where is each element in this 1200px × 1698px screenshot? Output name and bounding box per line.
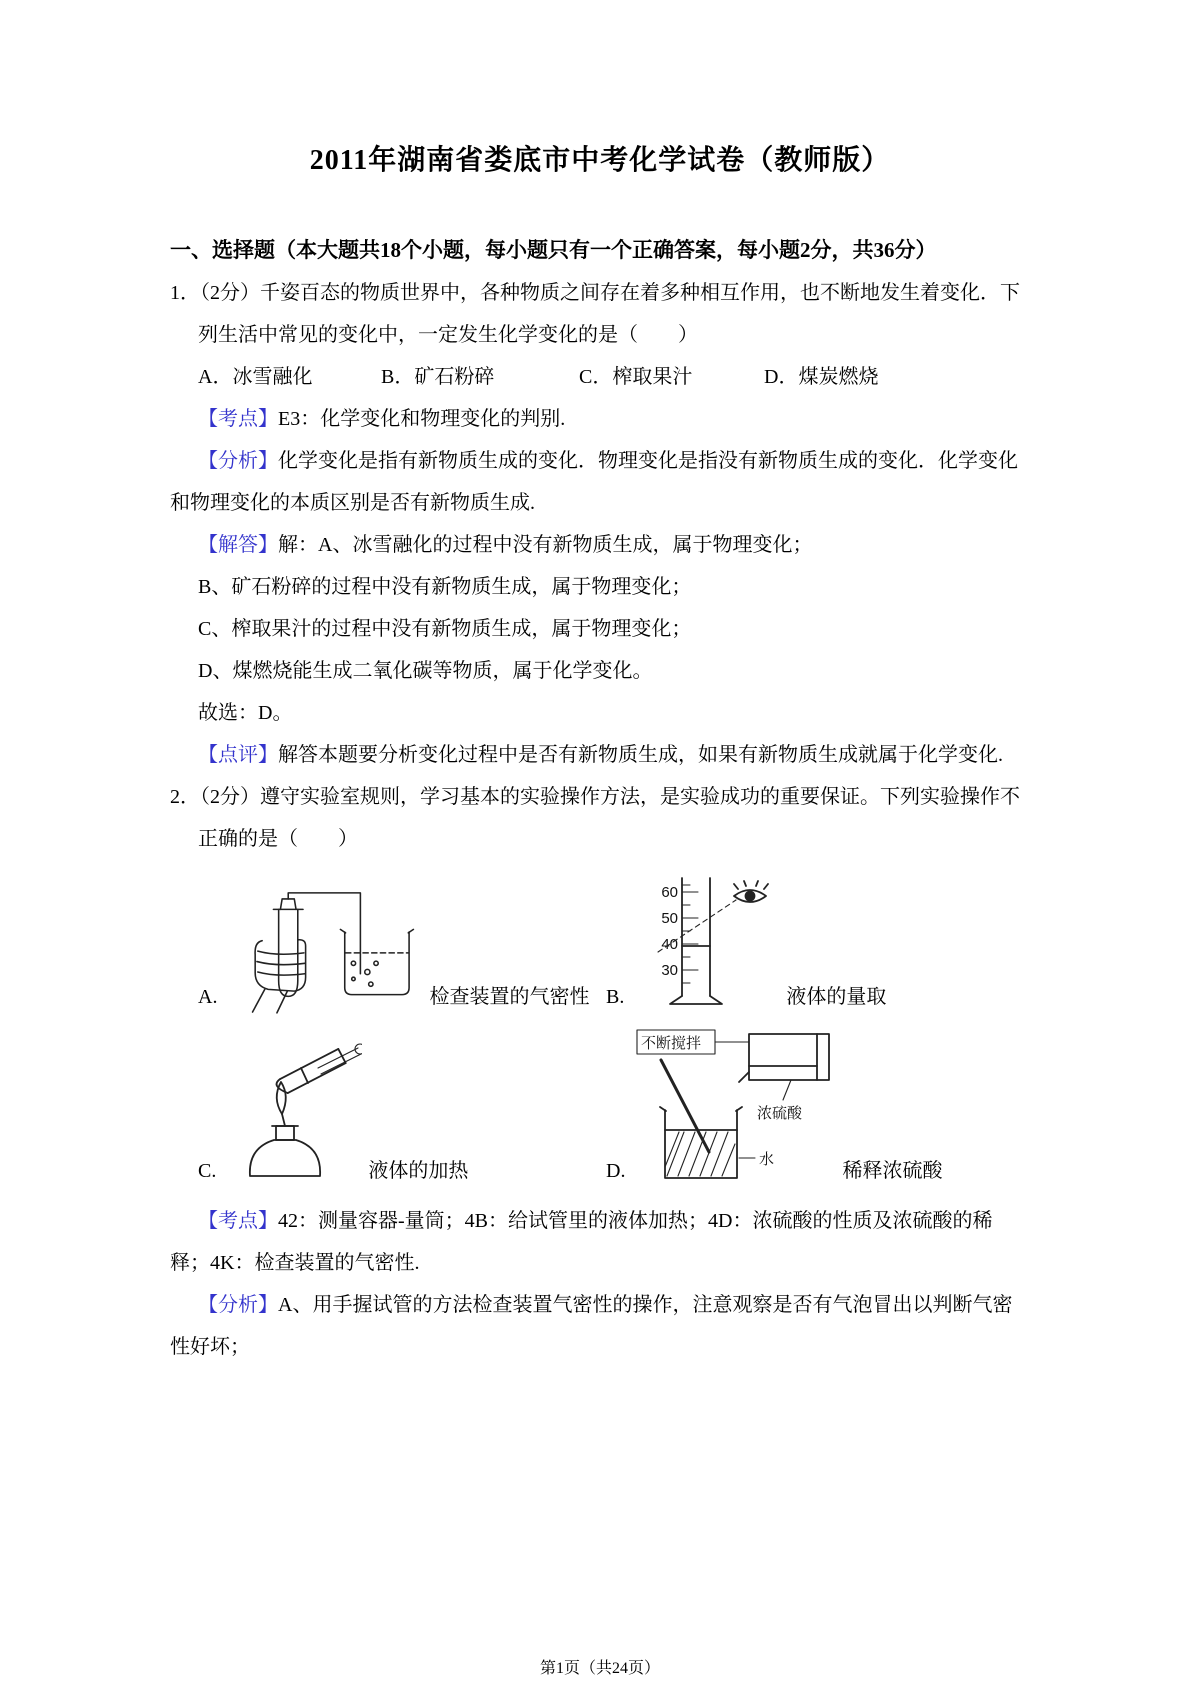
dianping-text: 解答本题要分析变化过程中是否有新物质生成，如果有新物质生成就属于化学变化. (278, 744, 1003, 766)
airtightness-check-figure (223, 890, 423, 1014)
fenxi-label: 【分析】 (198, 1294, 278, 1316)
figure-c-caption: 液体的加热 (368, 1160, 469, 1182)
option-a (198, 356, 381, 398)
q2-kaodian (170, 1200, 1030, 1284)
tick-label-60: 60 (661, 884, 679, 901)
option-c-label: C． (579, 366, 613, 388)
alcohol-lamp (250, 1114, 320, 1176)
bubble (365, 969, 370, 974)
q1-options (198, 356, 1030, 398)
q1-jieda-line-c: C、榨取果汁的过程中没有新物质生成，属于物理变化； (198, 618, 692, 640)
question-2 (170, 776, 1030, 1368)
tick-label-40: 40 (661, 936, 679, 953)
kaodian-label: 【考点】 (198, 408, 278, 430)
option-a-text: 冰雪融化 (232, 366, 313, 388)
section-heading: 一、选择题（本大题共18个小题，每小题只有一个正确答案，每小题2分，共36分） (170, 238, 937, 262)
q1-jieda-line-b: B、矿石粉碎的过程中没有新物质生成，属于物理变化； (198, 576, 692, 598)
stopper-and-delivery-tube (281, 893, 361, 974)
option-c (579, 356, 764, 398)
option-d-text: 煤炭燃烧 (798, 366, 879, 388)
tilted-test-tube (277, 1049, 346, 1093)
figure-a-caption: 检查装置的气密性 (429, 986, 590, 1008)
beaker (341, 929, 414, 994)
figure-a (198, 872, 606, 1014)
dilute-acid-figure (631, 1026, 836, 1188)
fenxi-label: 【分析】 (198, 450, 278, 472)
fenxi-text: A、用手握试管的方法检查装置气密性的操作，注意观察是否有气泡冒出以判断气密性好坏； (170, 1294, 1013, 1358)
q1-kaodian (170, 398, 1030, 440)
q2-figures-row-2 (198, 1026, 1030, 1188)
figure-c-label: C. (198, 1160, 217, 1182)
kaodian-label: 【考点】 (198, 1210, 278, 1232)
glass-rod (661, 1060, 709, 1152)
kaodian-text: E3：化学变化和物理变化的判别. (278, 408, 566, 430)
acid-container (739, 1034, 829, 1082)
q1-fenxi (170, 440, 1030, 524)
q1-answer: 故选：D。 (198, 702, 293, 724)
tick-label-30: 30 (661, 962, 679, 979)
option-d (764, 356, 878, 398)
figure-b-caption: 液体的量取 (786, 986, 887, 1008)
measuring-cylinder-figure (630, 872, 780, 1014)
option-a-label: A． (198, 366, 233, 388)
bubble (352, 977, 355, 980)
jieda-label: 【解答】 (198, 534, 278, 556)
option-d-label: D． (764, 366, 799, 388)
option-b (381, 356, 579, 398)
q1-jieda-line-d: D、煤燃烧能生成二氧化碳等物质，属于化学变化。 (198, 660, 653, 682)
jieda-text: 解：A、冰雪融化的过程中没有新物质生成，属于物理变化； (278, 534, 813, 556)
figure-a-label: A. (198, 986, 218, 1008)
q2-figures-row-1 (198, 872, 1030, 1014)
fenxi-text: 化学变化是指有新物质生成的变化．物理变化是指没有新物质生成的变化．化学变化和物理变化的本质区别是否有新物质生成. (170, 450, 1018, 514)
tick-label-50: 50 (661, 910, 679, 927)
q1-dianping (170, 734, 1030, 776)
stir-label: 不断搅拌 (641, 1035, 702, 1052)
bubble (374, 961, 378, 965)
bubble (369, 982, 373, 986)
figure-d (606, 1026, 942, 1188)
page-title: 2011年湖南省娄底市中考化学试卷（教师版） (309, 145, 891, 176)
test-tube-holder (318, 1044, 362, 1074)
figure-b (606, 872, 886, 1014)
q2-fenxi (170, 1284, 1030, 1368)
acid-label: 浓硫酸 (757, 1105, 803, 1122)
q1-jieda (170, 524, 1030, 566)
question-1 (170, 272, 1030, 776)
q2-stem: 2．（2分）遵守实验室规则，学习基本的实验操作方法，是实验成功的重要保证。下列实验操作不正确的是（ ） (170, 786, 1020, 850)
kaodian-text: 42：测量容器‐量筒；4B：给试管里的液体加热；4D：浓硫酸的性质及浓硫酸的稀释；4K：检查装置的气密性. (170, 1210, 993, 1274)
acid-leader (783, 1080, 791, 1100)
water-label: 水 (759, 1151, 775, 1168)
bubble (352, 961, 356, 965)
figure-c (198, 1026, 606, 1188)
figure-d-label: D. (606, 1160, 626, 1182)
water-hatching (665, 1132, 735, 1176)
option-b-label: B． (381, 366, 415, 388)
option-c-text: 榨取果汁 (612, 366, 693, 388)
eye-icon (734, 881, 768, 902)
figure-d-caption: 稀释浓硫酸 (842, 1160, 943, 1182)
q1-stem: 1．（2分）千姿百态的物质世界中，各种物质之间存在着多种相互作用，也不断地发生着变化．下列生活中常见的变化中，一定发生化学变化的是（ ） (170, 282, 1020, 346)
dianping-label: 【点评】 (198, 744, 278, 766)
figure-b-label: B. (606, 986, 625, 1008)
page-content (170, 0, 1030, 1368)
page-footer: 第1页（共24页） (539, 1660, 660, 1677)
heating-liquid-figure (222, 1036, 362, 1188)
beaker (660, 1107, 742, 1178)
option-b-text: 矿石粉碎 (414, 366, 495, 388)
